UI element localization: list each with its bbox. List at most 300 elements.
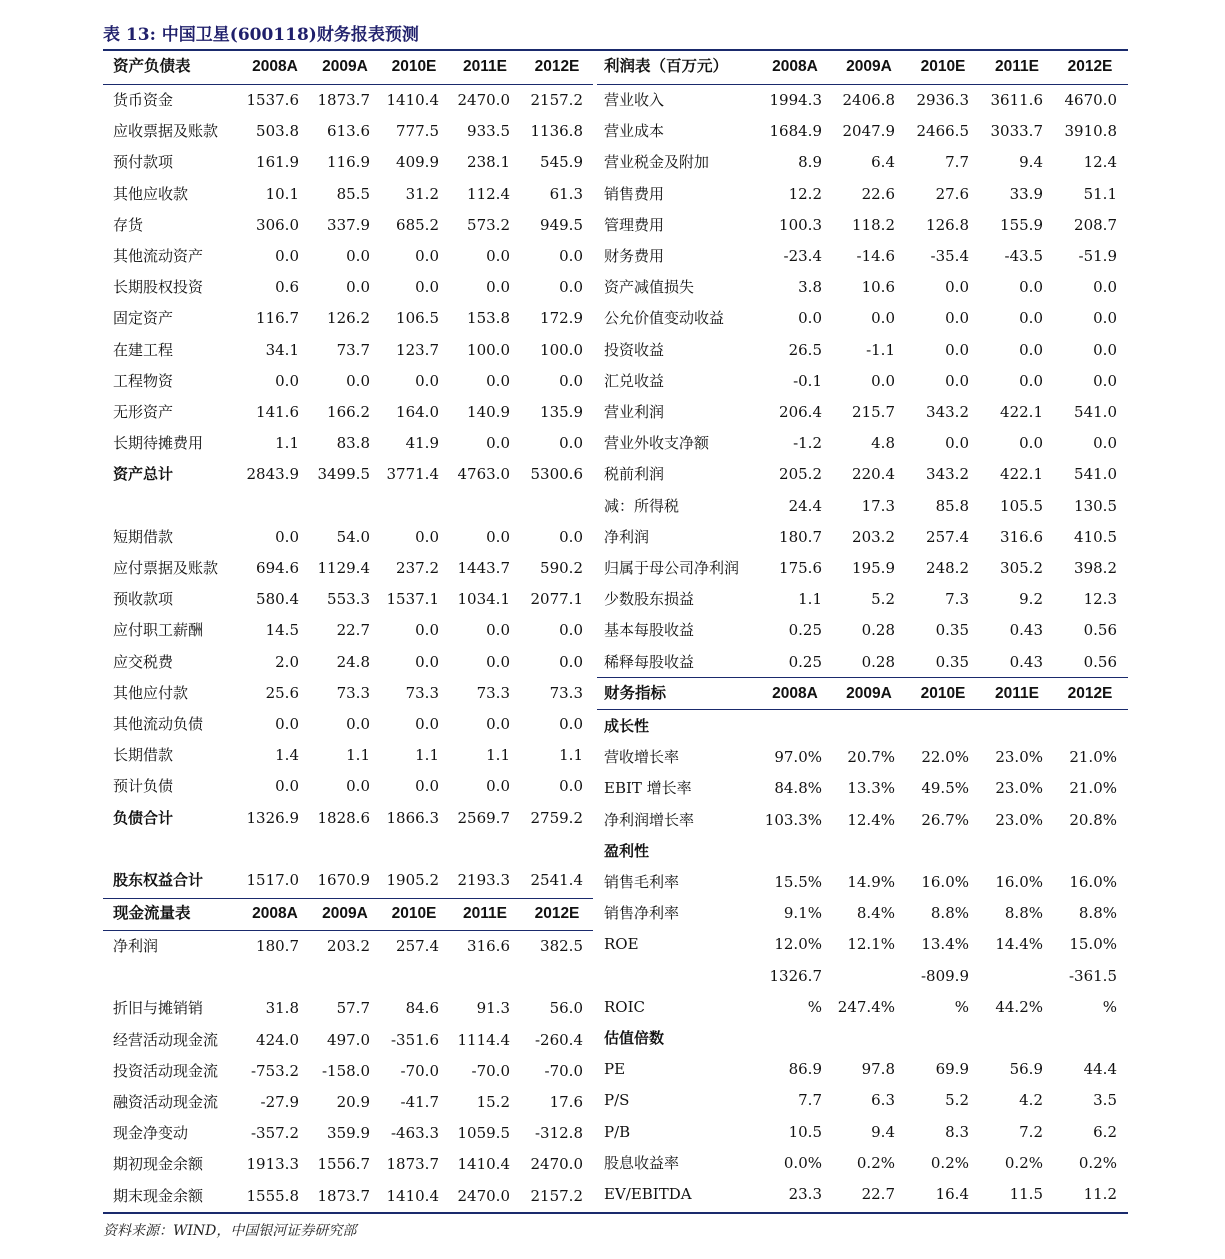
income-row-label: 营业利润 [604, 403, 665, 421]
income-header-year: 2008A [772, 58, 818, 75]
cashflow-cell: -27.9 [260, 1093, 299, 1111]
indicators-cell: 247.4% [837, 998, 895, 1016]
income-cell: 205.2 [779, 465, 822, 483]
indicators-cell: 11.2 [1083, 1185, 1117, 1203]
income-cell: 7.7 [945, 153, 969, 171]
cashflow-cell: 424.0 [256, 1031, 299, 1049]
cashflow-cell: 2470.0 [530, 1155, 583, 1173]
income-cell: 0.0 [871, 309, 895, 327]
income-cell: 0.0 [945, 341, 969, 359]
balance-cell: 3499.5 [317, 465, 370, 483]
indicators-cell: -361.5 [1068, 967, 1117, 985]
income-cell: 12.3 [1083, 590, 1117, 608]
cashflow-cell: -70.0 [400, 1062, 439, 1080]
cashflow-cell: 2157.2 [530, 1187, 583, 1205]
income-row-label: 财务费用 [604, 247, 665, 265]
income-cell: 0.0 [1093, 309, 1117, 327]
indicators-cell: 44.4 [1083, 1060, 1117, 1078]
balance-cell: 153.8 [467, 309, 510, 327]
cashflow-cell: 1410.4 [386, 1187, 439, 1205]
indicators-cell: 15.0% [1069, 935, 1117, 953]
cashflow-cell: 15.2 [476, 1093, 510, 1111]
cashflow-cell: 1410.4 [457, 1155, 510, 1173]
balance-cell: 140.9 [467, 403, 510, 421]
income-cell: 410.5 [1074, 528, 1117, 546]
indicators-cell: 11.5 [1009, 1185, 1043, 1203]
balance-row-label: 固定资产 [113, 309, 174, 327]
income-row-label: 营业外收支净额 [604, 434, 710, 452]
balance-cell: 31.2 [405, 185, 439, 203]
income-row-label: 税前利润 [604, 465, 665, 483]
balance-cell: 126.2 [327, 309, 370, 327]
balance-cell: 0.0 [486, 247, 510, 265]
income-cell: 4670.0 [1064, 91, 1117, 109]
balance-cell: 1443.7 [457, 559, 510, 577]
income-row-label: 汇兑收益 [604, 372, 665, 390]
indicators-cell: 23.3 [788, 1185, 822, 1203]
income-cell: 3611.6 [990, 91, 1043, 109]
income-row-label: 营业税金及附加 [604, 153, 710, 171]
balance-cell: 106.5 [396, 309, 439, 327]
balance-cell: 10.1 [265, 185, 299, 203]
income-cell: 27.6 [935, 185, 969, 203]
balance-cell: 1828.6 [317, 809, 370, 827]
balance-cell: 2759.2 [530, 809, 583, 827]
balance-row-label: 股东权益合计 [113, 871, 204, 889]
balance-cell: 41.9 [405, 434, 439, 452]
balance-header-year: 2009A [322, 58, 368, 75]
balance-cell: 2569.7 [457, 809, 510, 827]
income-cell: -51.9 [1078, 247, 1117, 265]
income-row-label: 资产减值损失 [604, 278, 695, 296]
income-cell: -1.2 [793, 434, 822, 452]
balance-header-year: 2012E [534, 58, 580, 75]
cashflow-cell: -351.6 [390, 1031, 439, 1049]
balance-row-label: 预计负债 [113, 777, 174, 795]
balance-cell: 0.0 [415, 777, 439, 795]
income-cell: -23.4 [783, 247, 822, 265]
indicators-cell: 7.7 [798, 1091, 822, 1109]
income-cell: 51.1 [1083, 185, 1117, 203]
balance-cell: 409.9 [396, 153, 439, 171]
indicators-cell: % [1102, 998, 1117, 1016]
indicators-top-rule [597, 677, 1128, 678]
balance-cell: 1.1 [559, 746, 583, 764]
balance-cell: 694.6 [256, 559, 299, 577]
cashflow-cell: 84.6 [405, 999, 439, 1017]
cashflow-cell: 1913.3 [246, 1155, 299, 1173]
indicators-cell: 9.1% [783, 904, 822, 922]
balance-cell: 0.0 [415, 278, 439, 296]
balance-cell: 306.0 [256, 216, 299, 234]
balance-row-label: 应付票据及账款 [113, 559, 219, 577]
income-cell: 0.0 [945, 309, 969, 327]
cashflow-cell: 1059.5 [457, 1124, 510, 1142]
income-cell: 206.4 [779, 403, 822, 421]
income-cell: 195.9 [852, 559, 895, 577]
balance-cell: 2077.1 [530, 590, 583, 608]
income-cell: 2936.3 [916, 91, 969, 109]
income-cell: 0.0 [1019, 372, 1043, 390]
income-header-year: 2010E [920, 58, 966, 75]
income-cell: 343.2 [926, 465, 969, 483]
balance-cell: 1.1 [275, 434, 299, 452]
cashflow-cell: 316.6 [467, 937, 510, 955]
indicators-cell: 16.4 [935, 1185, 969, 1203]
income-cell: 175.6 [779, 559, 822, 577]
indicators-cell: 21.0% [1069, 748, 1117, 766]
income-cell: 0.0 [945, 372, 969, 390]
income-cell: 0.28 [861, 653, 895, 671]
balance-cell: 61.3 [549, 185, 583, 203]
indicators-row-label: 营收增长率 [604, 748, 680, 766]
income-cell: 0.35 [935, 653, 969, 671]
income-cell: 10.6 [861, 278, 895, 296]
income-cell: 12.2 [788, 185, 822, 203]
income-cell: 398.2 [1074, 559, 1117, 577]
income-cell: 130.5 [1074, 497, 1117, 515]
balance-cell: 0.0 [486, 434, 510, 452]
income-cell: 118.2 [852, 216, 895, 234]
indicators-cell: 0.2% [1004, 1154, 1043, 1172]
cashflow-row-label: 经营活动现金流 [113, 1031, 219, 1049]
balance-cell: 14.5 [265, 621, 299, 639]
indicators-cell: 10.5 [788, 1123, 822, 1141]
indicators-cell: 86.9 [788, 1060, 822, 1078]
income-cell: 0.0 [1019, 341, 1043, 359]
income-cell: 215.7 [852, 403, 895, 421]
cashflow-cell: -41.7 [400, 1093, 439, 1111]
indicators-row-label: EV/EBITDA [604, 1185, 692, 1203]
indicators-cell: 0.2% [1078, 1154, 1117, 1172]
balance-cell: 1136.8 [530, 122, 583, 140]
balance-cell: 1034.1 [457, 590, 510, 608]
indicators-row-label: 股息收益率 [604, 1154, 680, 1172]
balance-cell: 0.0 [559, 278, 583, 296]
balance-cell: 25.6 [265, 684, 299, 702]
cashflow-cell: 56.0 [549, 999, 583, 1017]
balance-cell: 1.1 [415, 746, 439, 764]
indicators-row-label: ROIC [604, 998, 645, 1016]
balance-cell: 22.7 [336, 621, 370, 639]
balance-cell: 503.8 [256, 122, 299, 140]
indicators-header-year: 2012E [1067, 685, 1113, 702]
indicators-cell: 0.2% [856, 1154, 895, 1172]
indicators-cell: 103.3% [764, 811, 822, 829]
cashflow-cell: -70.0 [471, 1062, 510, 1080]
balance-row-label: 在建工程 [113, 341, 174, 359]
balance-cell: 0.0 [559, 372, 583, 390]
balance-cell: 0.0 [559, 653, 583, 671]
income-cell: -0.1 [793, 372, 822, 390]
income-cell: 0.0 [1093, 278, 1117, 296]
cashflow-cell: 203.2 [327, 937, 370, 955]
balance-cell: 1.1 [486, 746, 510, 764]
balance-cell: 0.0 [415, 621, 439, 639]
balance-cell: 337.9 [327, 216, 370, 234]
balance-cell: 0.0 [486, 715, 510, 733]
indicators-cell: 8.4% [856, 904, 895, 922]
indicators-cell: 8.8% [1078, 904, 1117, 922]
cashflow-row-label: 折旧与摊销销 [113, 999, 204, 1017]
balance-cell: 0.0 [275, 528, 299, 546]
income-cell: 0.0 [1019, 309, 1043, 327]
indicators-cell: 97.0% [774, 748, 822, 766]
indicators-cell: 8.8% [930, 904, 969, 922]
balance-cell: 1873.7 [317, 91, 370, 109]
balance-cell: 141.6 [256, 403, 299, 421]
indicators-cell: 13.3% [847, 779, 895, 797]
cashflow-header-label: 现金流量表 [113, 905, 191, 922]
balance-cell: 172.9 [540, 309, 583, 327]
income-row-label: 营业收入 [604, 91, 665, 109]
cashflow-cell: 20.9 [336, 1093, 370, 1111]
cashflow-cell: 359.9 [327, 1124, 370, 1142]
indicators-cell: -809.9 [920, 967, 969, 985]
balance-cell: 0.0 [559, 528, 583, 546]
indicators-row-label: 销售毛利率 [604, 873, 680, 891]
balance-cell: 135.9 [540, 403, 583, 421]
cashflow-top-rule [103, 898, 593, 899]
balance-cell: 73.3 [405, 684, 439, 702]
income-cell: 2047.9 [842, 122, 895, 140]
balance-row-label: 长期待摊费用 [113, 434, 204, 452]
income-cell: 24.4 [788, 497, 822, 515]
balance-cell: 24.8 [336, 653, 370, 671]
balance-cell: 0.0 [486, 372, 510, 390]
balance-cell: 4763.0 [457, 465, 510, 483]
indicators-cell: 16.0% [995, 873, 1043, 891]
income-cell: 203.2 [852, 528, 895, 546]
income-cell: 0.0 [1019, 434, 1043, 452]
indicators-cell: 4.2 [1019, 1091, 1043, 1109]
balance-cell: 0.0 [346, 372, 370, 390]
balance-cell: 0.0 [275, 372, 299, 390]
balance-cell: 3771.4 [386, 465, 439, 483]
cashflow-cell: 57.7 [336, 999, 370, 1017]
income-cell: 220.4 [852, 465, 895, 483]
income-cell: 26.5 [788, 341, 822, 359]
indicators-cell: 16.0% [1069, 873, 1117, 891]
indicators-cell: 6.3 [871, 1091, 895, 1109]
income-row-label: 归属于母公司净利润 [604, 559, 740, 577]
income-cell: 248.2 [926, 559, 969, 577]
balance-cell: 933.5 [467, 122, 510, 140]
cashflow-header-year: 2008A [252, 905, 298, 922]
balance-row-label: 长期借款 [113, 746, 174, 764]
balance-cell: 1905.2 [386, 871, 439, 889]
cashflow-header-rule [103, 930, 593, 931]
income-cell: 0.56 [1083, 621, 1117, 639]
income-cell: 126.8 [926, 216, 969, 234]
indicators-header-rule [597, 709, 1128, 710]
balance-cell: 0.0 [415, 715, 439, 733]
income-cell: 4.8 [871, 434, 895, 452]
balance-cell: 123.7 [396, 341, 439, 359]
balance-cell: 777.5 [396, 122, 439, 140]
income-cell: 2406.8 [842, 91, 895, 109]
balance-cell: 238.1 [467, 153, 510, 171]
indicators-row-label: 盈利性 [604, 842, 650, 860]
cashflow-cell: 1555.8 [246, 1187, 299, 1205]
indicators-cell: 12.0% [774, 935, 822, 953]
balance-cell: 237.2 [396, 559, 439, 577]
indicators-header-year: 2009A [846, 685, 892, 702]
balance-cell: 2193.3 [457, 871, 510, 889]
balance-cell: 54.0 [336, 528, 370, 546]
balance-cell: 0.0 [559, 777, 583, 795]
balance-cell: 0.0 [415, 653, 439, 671]
income-cell: 33.9 [1009, 185, 1043, 203]
balance-cell: 2157.2 [530, 91, 583, 109]
balance-cell: 590.2 [540, 559, 583, 577]
income-cell: 0.0 [1093, 372, 1117, 390]
income-cell: -14.6 [856, 247, 895, 265]
indicators-cell: 5.2 [945, 1091, 969, 1109]
balance-cell: 0.0 [275, 777, 299, 795]
income-cell: 9.2 [1019, 590, 1043, 608]
income-cell: 3910.8 [1064, 122, 1117, 140]
indicators-cell: 0.0% [783, 1154, 822, 1172]
balance-row-label: 应收票据及账款 [113, 122, 219, 140]
indicators-cell: % [807, 998, 822, 1016]
cashflow-header-year: 2010E [391, 905, 437, 922]
balance-cell: 685.2 [396, 216, 439, 234]
cashflow-cell: -463.3 [390, 1124, 439, 1142]
indicators-cell: 69.9 [935, 1060, 969, 1078]
balance-cell: 573.2 [467, 216, 510, 234]
balance-row-label: 工程物资 [113, 372, 174, 390]
balance-cell: 2.0 [275, 653, 299, 671]
indicators-cell: 12.4% [847, 811, 895, 829]
balance-cell: 0.0 [346, 777, 370, 795]
balance-cell: 1537.1 [386, 590, 439, 608]
indicators-row-label: P/B [604, 1123, 631, 1141]
balance-cell: 1.1 [346, 746, 370, 764]
balance-cell: 0.0 [346, 247, 370, 265]
balance-cell: 0.0 [559, 247, 583, 265]
income-row-label: 营业成本 [604, 122, 665, 140]
income-cell: 0.43 [1009, 621, 1043, 639]
indicators-cell: 3.5 [1093, 1091, 1117, 1109]
balance-cell: 1537.6 [246, 91, 299, 109]
income-cell: 9.4 [1019, 153, 1043, 171]
balance-cell: 85.5 [336, 185, 370, 203]
income-cell: 155.9 [1000, 216, 1043, 234]
balance-cell: 0.0 [415, 247, 439, 265]
balance-header-year: 2011E [463, 58, 507, 75]
indicators-cell: 21.0% [1069, 779, 1117, 797]
balance-cell: 2843.9 [246, 465, 299, 483]
indicators-cell: 26.7% [921, 811, 969, 829]
income-cell: 8.9 [798, 153, 822, 171]
income-row-label: 销售费用 [604, 185, 665, 203]
balance-cell: 0.0 [486, 528, 510, 546]
income-header-label: 利润表（百万元） [604, 58, 729, 75]
balance-row-label: 其他应付款 [113, 684, 189, 702]
balance-row-label: 其他应收款 [113, 185, 189, 203]
source-note: 资料来源：WIND，中国银河证券研究部 [103, 1223, 357, 1239]
cashflow-cell: -260.4 [534, 1031, 583, 1049]
balance-row-label: 其他流动负债 [113, 715, 204, 733]
balance-cell: 1517.0 [246, 871, 299, 889]
indicators-row-label: 净利润增长率 [604, 811, 695, 829]
income-cell: 3033.7 [990, 122, 1043, 140]
cashflow-row-label: 期初现金余额 [113, 1155, 204, 1173]
indicators-cell: 8.3 [945, 1123, 969, 1141]
income-cell: 1684.9 [769, 122, 822, 140]
balance-cell: 166.2 [327, 403, 370, 421]
income-cell: 316.6 [1000, 528, 1043, 546]
income-cell: 100.3 [779, 216, 822, 234]
balance-cell: 0.0 [415, 372, 439, 390]
income-cell: 12.4 [1083, 153, 1117, 171]
cashflow-row-label: 净利润 [113, 937, 159, 955]
cashflow-cell: 257.4 [396, 937, 439, 955]
balance-row-label: 无形资产 [113, 403, 174, 421]
balance-header-year: 2010E [391, 58, 437, 75]
indicators-cell: 22.7 [861, 1185, 895, 1203]
balance-cell: 0.0 [346, 715, 370, 733]
balance-cell: 2541.4 [530, 871, 583, 889]
balance-cell: 116.9 [327, 153, 370, 171]
balance-row-label: 预收款项 [113, 590, 174, 608]
cashflow-cell: -312.8 [534, 1124, 583, 1142]
indicators-cell: 8.8% [1004, 904, 1043, 922]
balance-row-label: 存货 [113, 216, 144, 234]
income-cell: 422.1 [1000, 403, 1043, 421]
income-cell: 0.0 [1093, 341, 1117, 359]
indicators-header-label: 财务指标 [604, 685, 667, 702]
income-cell: 0.0 [1019, 278, 1043, 296]
indicators-row-label: 销售净利率 [604, 904, 680, 922]
cashflow-row-label: 现金净变动 [113, 1124, 189, 1142]
income-cell: 105.5 [1000, 497, 1043, 515]
income-cell: 541.0 [1074, 465, 1117, 483]
income-row-label: 稀释每股收益 [604, 653, 695, 671]
balance-cell: 1.4 [275, 746, 299, 764]
balance-cell: 553.3 [327, 590, 370, 608]
indicators-cell: 20.8% [1069, 811, 1117, 829]
bottom-rule [103, 1212, 1128, 1214]
balance-cell: 0.0 [486, 777, 510, 795]
cashflow-cell: -753.2 [250, 1062, 299, 1080]
indicators-cell: 49.5% [921, 779, 969, 797]
balance-cell: 0.0 [559, 434, 583, 452]
income-cell: 0.56 [1083, 653, 1117, 671]
indicators-row-label: ROE [604, 935, 639, 953]
income-row-label: 基本每股收益 [604, 621, 695, 639]
balance-cell: 73.3 [476, 684, 510, 702]
income-cell: 0.0 [798, 309, 822, 327]
balance-cell: 580.4 [256, 590, 299, 608]
indicators-cell: 84.8% [774, 779, 822, 797]
cashflow-cell: 382.5 [540, 937, 583, 955]
balance-row-label: 长期股权投资 [113, 278, 204, 296]
cashflow-cell: 1114.4 [457, 1031, 510, 1049]
indicators-row-label: 估值倍数 [604, 1029, 665, 1047]
balance-cell: 0.0 [486, 621, 510, 639]
income-header-year: 2009A [846, 58, 892, 75]
indicators-cell: 56.9 [1009, 1060, 1043, 1078]
cashflow-cell: 180.7 [256, 937, 299, 955]
income-cell: 0.28 [861, 621, 895, 639]
cashflow-cell: 31.8 [265, 999, 299, 1017]
indicators-cell: 6.2 [1093, 1123, 1117, 1141]
balance-row-label: 预付款项 [113, 153, 174, 171]
income-cell: -35.4 [930, 247, 969, 265]
income-row-label: 公允价值变动收益 [604, 309, 725, 327]
